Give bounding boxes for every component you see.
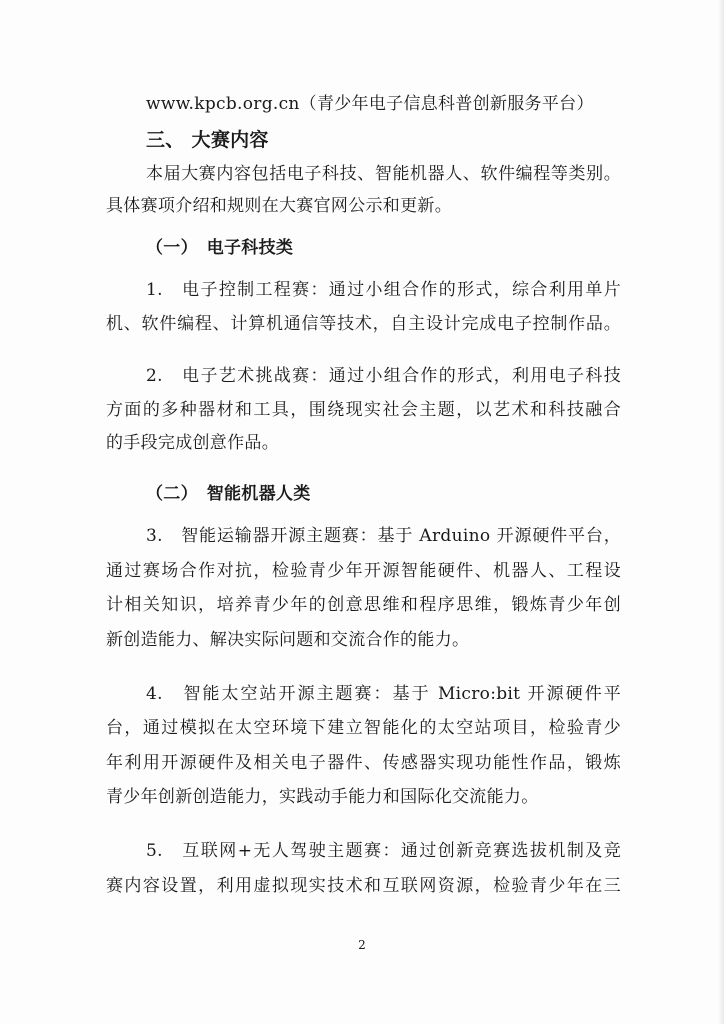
website-line: www.kpcb.org.cn（青少年电子信息科普创新服务平台） bbox=[146, 94, 594, 114]
item-5-line: 赛内容设置，利用虚拟现实技术和互联网资源，检验青少年在三 bbox=[106, 876, 621, 896]
item-2-line: 的手段完成创意作品。 bbox=[106, 433, 279, 453]
item-2-line: 方面的多种器材和工具，围绕现实社会主题，以艺术和科技融合 bbox=[106, 400, 621, 420]
item-3-line: 通过赛场合作对抗，检验青少年开源智能硬件、机器人、工程设 bbox=[106, 561, 621, 581]
subsection-heading-electronics: （一） 电子科技类 bbox=[146, 238, 294, 258]
section-heading: 三、 大赛内容 bbox=[146, 129, 269, 151]
item-3-line: 新创造能力、解决实际问题和交流合作的能力。 bbox=[106, 630, 470, 650]
item-1-line: 1. 电子控制工程赛：通过小组合作的形式，综合利用单片 bbox=[146, 280, 621, 300]
item-4-line: 年利用开源硬件及相关电子器件、传感器实现功能性作品，锻炼 bbox=[106, 753, 621, 773]
item-4-line: 台，通过模拟在太空环境下建立智能化的太空站项目，检验青少 bbox=[106, 718, 621, 738]
paragraph-line: 具体赛项介绍和规则在大赛官网公示和更新。 bbox=[106, 196, 452, 216]
item-2-line: 2. 电子艺术挑战赛：通过小组合作的形式，利用电子科技 bbox=[146, 366, 621, 386]
item-3-line: 3. 智能运输器开源主题赛：基于 Arduino 开源硬件平台， bbox=[146, 526, 621, 546]
subsection-heading-robots: （二） 智能机器人类 bbox=[146, 484, 311, 504]
item-4-line: 4. 智能太空站开源主题赛：基于 Micro:bit 开源硬件平 bbox=[146, 684, 621, 704]
item-3-line: 计相关知识，培养青少年的创意思维和程序思维，锻炼青少年创 bbox=[106, 595, 621, 615]
item-4-line: 青少年创新创造能力，实践动手能力和国际化交流能力。 bbox=[106, 787, 539, 807]
item-1-line: 机、软件编程、计算机通信等技术，自主设计完成电子控制作品。 bbox=[106, 314, 621, 334]
item-5-line: 5. 互联网+无人驾驶主题赛：通过创新竞赛选拔机制及竞 bbox=[146, 841, 621, 861]
paragraph-line: 本届大赛内容包括电子科技、智能机器人、软件编程等类别。 bbox=[146, 164, 621, 184]
scan-edge bbox=[718, 0, 724, 1024]
page-number: 2 bbox=[358, 938, 366, 952]
